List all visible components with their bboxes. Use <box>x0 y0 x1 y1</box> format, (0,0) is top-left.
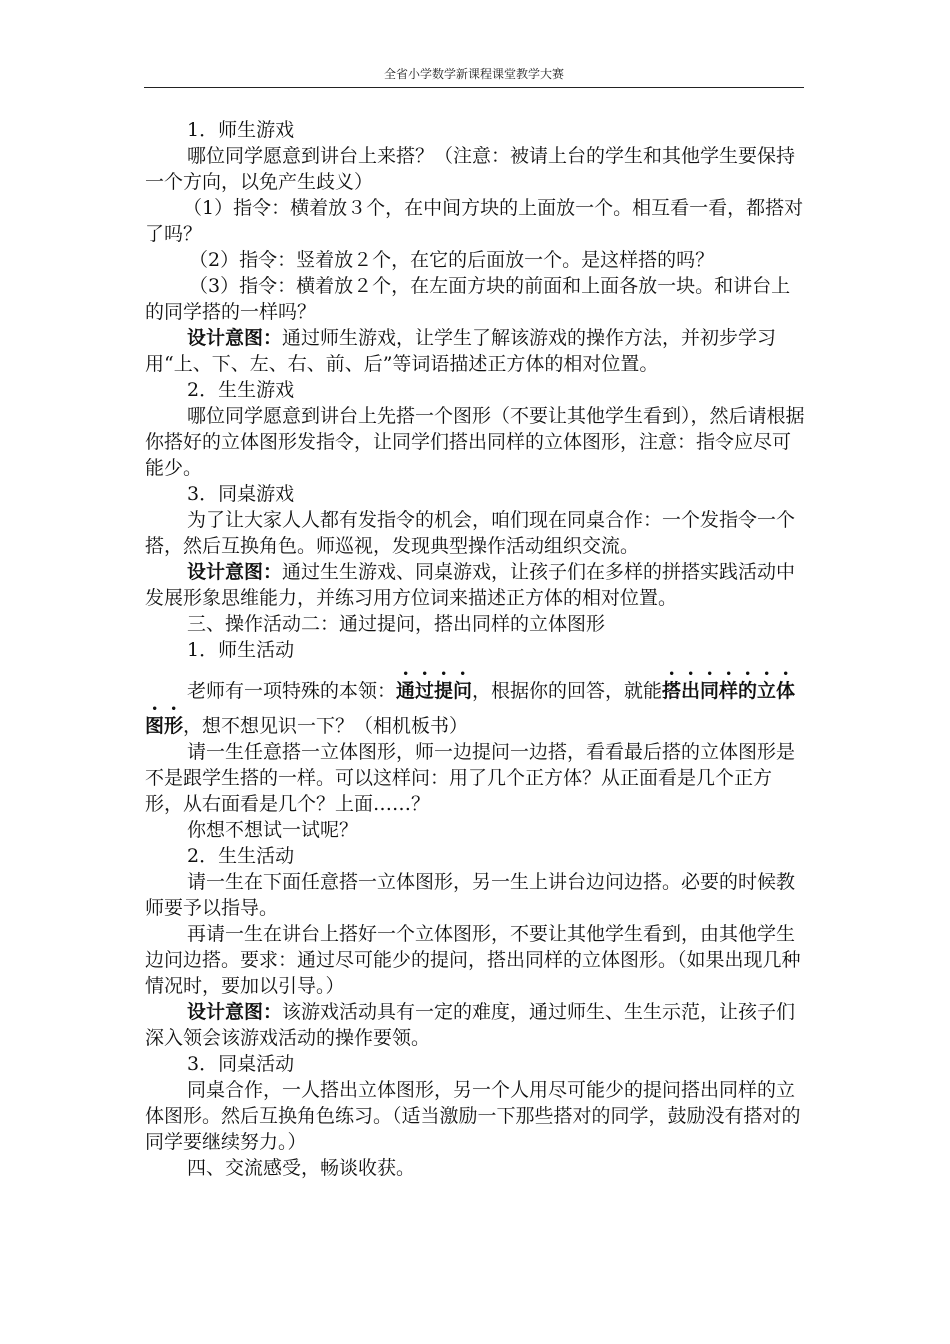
paragraph: 哪位同学愿意到讲台上先搭一个图形（不要让其他学生看到），然后请根据你搭好的立体图形发指令，让同学们搭出同样的立体图形，注意：指令应尽可能少。 <box>145 405 805 479</box>
section-heading-deskmate-activity: 3．同桌活动 <box>187 1053 295 1075</box>
section-heading-deskmate-game: 3．同桌游戏 <box>187 483 295 505</box>
design-intent-label: 设计意图： <box>187 1001 283 1023</box>
paragraph: 为了让大家人人都有发指令的机会，咱们现在同桌合作：一个发指令一个搭，然后互换角色。师巡视，发现典型操作活动组织交流。 <box>145 509 796 557</box>
paragraph: 请一生任意搭一立体图形，师一边提问一边搭，看看最后搭的立体图形是不是跟学生搭的一样。可以这样问：用了几个正方体？从正面看是几个正方形，从右面看是几个？上面……？ <box>145 741 796 815</box>
paragraph: 哪位同学愿意到讲台上来搭？（注意：被请上台的学生和其他学生要保持一个方向，以免产生歧义） <box>145 145 796 193</box>
paragraph: 再请一生在讲台上搭好一个立体图形，不要让其他学生看到，由其他学生边问边搭。要求：通过尽可能少的提问，搭出同样的立体图形。（如果出现几种情况时，要加以引导。） <box>145 923 801 997</box>
design-intent-text: 通过师生游戏，让学生了解该游戏的操作方法，并初步学习用“上、下、左、右、前、后”等词语描述正方体的相对位置。 <box>145 327 777 375</box>
section-heading-student-game: 2．生生游戏 <box>187 379 295 401</box>
design-intent-label: 设计意图： <box>187 327 283 349</box>
text-run: ，根据你的回答，就能 <box>472 680 663 702</box>
design-intent-label: 设计意图： <box>187 561 283 583</box>
section-heading-teacher-student-activity: 1．师生活动 <box>187 639 295 661</box>
section-heading-operation-activity-2: 三、操作活动二：通过提问，搭出同样的立体图形 <box>187 613 606 635</box>
paragraph-emphasis <box>145 669 805 739</box>
emphasis-text: 通过提问 <box>396 680 473 702</box>
design-intent-text: 该游戏活动具有一定的难度，通过师生、生生示范，让孩子们深入领会该游戏活动的操作要领。 <box>145 1001 796 1049</box>
emphasis-text: 搭出同样的立体图形 <box>145 680 796 737</box>
header-divider <box>144 87 804 88</box>
instruction-1: （1）指令：横着放３个，在中间方块的上面放一个。相互看一看，都搭对了吗？ <box>145 197 804 245</box>
design-intent-3 <box>145 999 805 1051</box>
design-intent-text: 通过生生游戏、同桌游戏，让孩子们在多样的拼搭实践活动中发展形象思维能力，并练习用方位词来描述正方体的相对位置。 <box>145 561 796 609</box>
paragraph: 请一生在下面任意搭一立体图形，另一生上讲台边问边搭。必要的时候教师要予以指导。 <box>145 871 796 919</box>
section-heading-student-activity: 2．生生活动 <box>187 845 295 867</box>
text-run: 老师有一项特殊的本领： <box>187 680 397 702</box>
section-heading-summary: 四、交流感受，畅谈收获。 <box>187 1157 416 1179</box>
instruction-2: （2）指令：竖着放２个，在它的后面放一个。是这样搭的吗？ <box>189 249 715 271</box>
document-body <box>145 117 805 1181</box>
design-intent-1 <box>145 325 805 377</box>
page-header: 全省小学数学新课程课堂教学大赛 <box>383 67 564 81</box>
paragraph: 同桌合作，一人搭出立体图形，另一个人用尽可能少的提问搭出同样的立体图形。然后互换角色练习。（适当激励一下那些搭对的同学，鼓励没有搭对的同学要继续努力。） <box>145 1079 801 1153</box>
section-heading-teacher-student-game: 1．师生游戏 <box>187 119 295 141</box>
design-intent-2 <box>145 559 805 611</box>
paragraph: 你想不想试一试呢？ <box>187 819 359 841</box>
instruction-3: （3）指令：横着放２个，在左面方块的前面和上面各放一块。和讲台上的同学搭的一样吗？ <box>145 275 791 323</box>
text-run: ，想不想见识一下？（相机板书） <box>183 715 469 737</box>
